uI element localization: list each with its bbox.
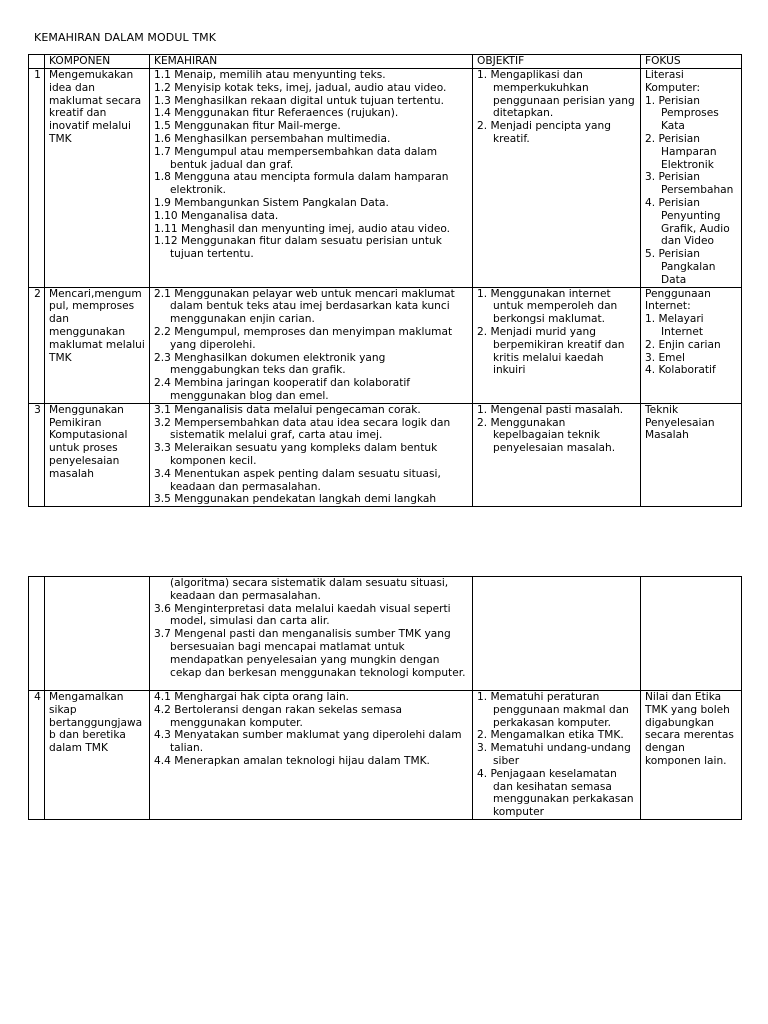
kemahiran-list-item: 1.11 Menghasil dan menyunting imej, audio atau video. [154,222,450,235]
objektif-cell [473,691,641,820]
row-number: 1 [29,69,45,288]
objektif-list-item: 2. Menjadi pencipta yang kreatif. [477,120,611,145]
kemahiran-cell [150,691,473,820]
kemahiran-list-item: 1.3 Menghasilkan rekaan digital untuk tujuan tertentu. [154,94,444,107]
objektif-cell [473,69,641,288]
kemahiran-list [154,404,470,506]
objektif-list-item: 2. Menjadi murid yang berpemikiran kreatif dan kritis melalui kaedah inkuiri [477,325,625,377]
kemahiran-list-item: 4.3 Menyatakan sumber maklumat yang diperolehi dalam talian. [154,729,462,755]
kemahiran-list-item: 1.1 Menaip, memilih atau menyunting teks. [154,69,386,81]
fokus-list-item: 5. Perisian Pangkalan Data [645,248,716,286]
komponen-cell: Mengemukakan idea dan maklumat secara kreatif dan inovatif melalui TMK [45,69,150,288]
kemahiran-list [154,288,470,403]
objektif-list [477,288,638,378]
header-fokus: FOKUS [641,55,742,69]
kemahiran-cell [150,287,473,403]
table-row [29,69,742,288]
kemahiran-list-item: 2.3 Menghasilkan dokumen elektronik yang menggabungkan teks dan grafik. [154,351,386,377]
fokus-cell [641,577,742,691]
objektif-list-item: 2. Mengamalkan etika TMK. [477,729,624,742]
kemahiran-list [154,603,470,680]
kemahiran-cell [150,403,473,506]
kemahiran-list-item: 1.4 Menggunakan fitur Referaences (rujukan). [154,107,399,120]
table-row [29,287,742,403]
kemahiran-list-item: 4.1 Menghargai hak cipta orang lain. [154,691,350,703]
kemahiran-list-item: 1.2 Menyisip kotak teks, imej, jadual, audio atau video. [154,81,447,94]
kemahiran-list-item: 1.8 Mengguna atau mencipta formula dalam hamparan elektronik. [154,171,449,197]
kemahiran-list-item: 2.2 Mengumpul, memproses dan menyimpan maklumat yang diperolehi. [154,325,453,351]
objektif-list [477,404,638,455]
row-number: 2 [29,287,45,403]
kemahiran-cell [150,577,473,691]
fokus-list-item: 2. Enjin carian [645,338,721,351]
objektif-list-item: 4. Penjagaan keselamatan dan kesihatan semasa menggunakan perkakasan komputer [477,767,634,819]
kemahiran-list [154,691,470,768]
header-kemahiran: KEMAHIRAN [150,55,473,69]
kemahiran-list-item: 1.9 Membangunkan Sistem Pangkalan Data. [154,196,389,209]
komponen-cell [45,577,150,691]
table-row [29,691,742,820]
kemahiran-list-item: 3.1 Menganalisis data melalui pengecaman corak. [154,403,421,416]
objektif-list-item: 1. Mengenal pasti masalah. [477,403,624,416]
fokus-list-item: 3. Emel [645,351,685,364]
objektif-list [477,691,638,819]
kemahiran-continued [154,577,470,603]
kemahiran-list-item: 3.5 Menggunakan pendekatan langkah demi langkah [154,493,437,506]
header-objektif: OBJEKTIF [473,55,641,69]
kemahiran-continued-text: (algoritma) secara sistematik dalam sesuatu situasi, keadaan dan permasalahan. [170,577,449,602]
document-title: KEMAHIRAN DALAM MODUL TMK [34,31,217,44]
kemahiran-list-item: 2.4 Membina jaringan kooperatif dan kolaboratif menggunakan blog dan emel. [154,377,411,402]
row-number: 4 [29,691,45,820]
fokus-list-item: 3. Perisian Persembahan [645,171,734,197]
row-number [29,577,45,691]
fokus-list-item: 4. Kolaboratif [645,364,716,377]
objektif-list [477,69,638,146]
skills-table-page-2 [28,576,742,820]
kemahiran-list-item: 3.2 Mempersembahkan data atau idea secara logik dan sistematik melalui graf, carta atau imej. [154,416,451,442]
fokus-list-item: 4. Perisian Penyunting Grafik, Audio dan Video [645,196,730,248]
fokus-list [645,313,739,377]
kemahiran-list-item: 3.7 Mengenal pasti dan menganalisis sumber TMK yang bersesuaian bagi mencapai matlamat untuk mendapatkan penyelesaian yang mungkin dengan cekap dan berkesan menggunakan teknologi komputer. [154,628,466,679]
fokus-list [645,95,739,287]
objektif-cell [473,287,641,403]
table-header-row [29,55,742,69]
kemahiran-list-item: 4.2 Bertoleransi dengan rakan sekelas semasa menggunakan komputer. [154,703,402,729]
kemahiran-list-item: 4.4 Menerapkan amalan teknologi hijau dalam TMK. [154,754,430,767]
objektif-list-item: 1. Mengaplikasi dan memperkukuhkan penggunaan perisian yang ditetapkan. [477,69,635,120]
objektif-list-item: 1. Mematuhi peraturan penggunaan makmal dan perkakasan komputer. [477,691,629,729]
kemahiran-list-item: 3.6 Menginterpretasi data melalui kaedah visual seperti model, simulasi dan carta alir. [154,602,451,628]
fokus-list-item: 2. Perisian Hamparan Elektronik [645,132,717,171]
header-number [29,55,45,69]
objektif-list-item: 3. Mematuhi undang-undang siber [477,742,631,767]
komponen-cell: Mengamalkan sikap bertanggungjawab dan beretika dalam TMK [45,691,150,820]
kemahiran-cell [150,69,473,288]
kemahiran-list-item: 1.12 Menggunakan fitur dalam sesuatu perisian untuk tujuan tertentu. [154,235,442,261]
objektif-cell [473,577,641,691]
fokus-list-item: 1. Perisian Pemproses Kata [645,94,719,133]
kemahiran-list-item: 1.5 Menggunakan fitur Mail-merge. [154,120,341,133]
header-komponen: KOMPONEN [45,55,150,69]
skills-table-page-1 [28,54,742,507]
kemahiran-list-item: 3.3 Meleraikan sesuatu yang kompleks dalam bentuk komponen kecil. [154,442,438,467]
table-row [29,403,742,506]
kemahiran-list-item: 2.1 Menggunakan pelayar web untuk mencari maklumat dalam bentuk teks atau imej berdasarkan kata kunci menggunakan enjin carian. [154,287,455,326]
kemahiran-list-item: 1.10 Menganalisa data. [154,209,279,222]
kemahiran-list-item: 1.7 Mengumpul atau mempersembahkan data dalam bentuk jadual dan graf. [154,145,438,171]
fokus-cell [641,691,742,820]
fokus-cell [641,287,742,403]
kemahiran-list-item: 1.6 Menghasilkan persembahan multimedia. [154,132,391,145]
fokus-intro: Teknik Penyelesaian Masalah [645,403,715,442]
komponen-cell: Menggunakan Pemikiran Komputasional untuk proses penyelesaian masalah [45,403,150,506]
fokus-list-item: 1. Melayari Internet [645,313,704,338]
objektif-list-item: 1. Menggunakan internet untuk memperoleh dan berkongsi maklumat. [477,287,618,326]
objektif-cell [473,403,641,506]
fokus-intro: Penggunaan Internet: [645,287,711,313]
kemahiran-list [154,69,470,261]
fokus-intro: Nilai dan Etika TMK yang boleh digabungkan secara merentas dengan komponen lain. [645,691,734,767]
row-number: 3 [29,403,45,506]
fokus-intro: Literasi Komputer: [645,69,701,94]
kemahiran-list-item: 3.4 Menentukan aspek penting dalam sesuatu situasi, keadaan dan permasalahan. [154,467,441,493]
objektif-list-item: 2. Menggunakan kepelbagaian teknik penyelesaian masalah. [477,416,616,455]
table-row [29,577,742,691]
fokus-cell [641,403,742,506]
komponen-cell: Mencari,mengumpul, memproses dan menggunakan maklumat melalui TMK [45,287,150,403]
fokus-cell [641,69,742,288]
